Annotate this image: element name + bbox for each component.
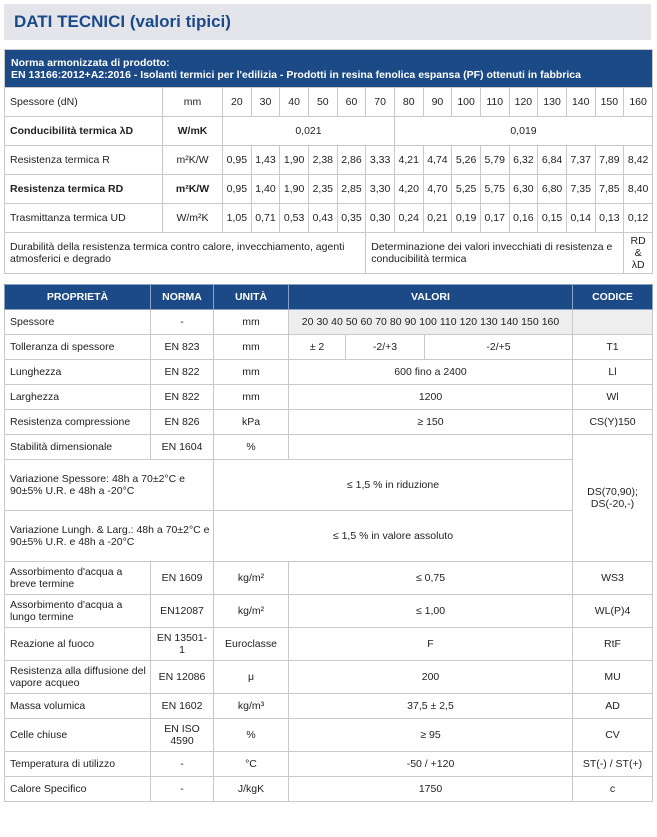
- value-cell: 7,85: [595, 175, 624, 204]
- prop-code: Wl: [573, 385, 653, 410]
- prop-norma: -: [151, 752, 214, 777]
- thickness-value: 120: [459, 316, 478, 328]
- prop-label: Reazione al fuoco: [5, 628, 151, 661]
- prop-value: 600 fino a 2400: [289, 360, 573, 385]
- thickness-value: 90: [404, 316, 417, 328]
- value-cell: 1,40: [251, 175, 280, 204]
- prop-unit: Euroclasse: [214, 628, 289, 661]
- thickness-value: 130: [480, 316, 498, 328]
- value-cell: 0,95: [223, 146, 252, 175]
- row-label: Spessore (dN): [5, 88, 163, 117]
- value-cell: 7,89: [595, 146, 624, 175]
- value-cell: 0,43: [308, 204, 337, 233]
- value-cell: 3,30: [366, 175, 395, 204]
- prop-code: MU: [573, 661, 653, 694]
- prop-label: Lunghezza: [5, 360, 151, 385]
- table-row: [5, 385, 653, 410]
- prop-value: 1200: [289, 385, 573, 410]
- prop-label: Calore Specifico: [5, 777, 151, 802]
- table-row: [5, 694, 653, 719]
- thickness-value: 160: [541, 316, 560, 328]
- value-cell: 2,38: [308, 146, 337, 175]
- prop-unit: μ: [214, 661, 289, 694]
- prop-value: 200: [289, 661, 573, 694]
- value-cell: 4,70: [423, 175, 452, 204]
- prop-value: F: [289, 628, 573, 661]
- value-cell: 0,21: [423, 204, 452, 233]
- value-cell: 3,33: [366, 146, 395, 175]
- prop-value: ≥ 150: [289, 410, 573, 435]
- prop-unit: J/kgK: [214, 777, 289, 802]
- row-label: Conducibilità termica λD: [5, 117, 163, 146]
- row-unit: W/mK: [163, 117, 223, 146]
- prop-code: c: [573, 777, 653, 802]
- thickness-value: 30: [316, 316, 329, 328]
- prop-code: WL(P)4: [573, 595, 653, 628]
- properties-table: [4, 284, 653, 802]
- value-cell: 4,20: [394, 175, 423, 204]
- value-cell: 0,95: [223, 175, 252, 204]
- value-cell: 0,14: [566, 204, 595, 233]
- value-cell: 0,53: [280, 204, 309, 233]
- row-label: Resistenza termica R: [5, 146, 163, 175]
- prop-unit: %: [214, 719, 289, 752]
- value-cell: 4,74: [423, 146, 452, 175]
- table-row: [5, 310, 653, 335]
- value-cell: 5,75: [480, 175, 509, 204]
- value-cell: 0,24: [394, 204, 423, 233]
- header-norma: NORMA: [151, 285, 214, 310]
- prop-label: Celle chiuse: [5, 719, 151, 752]
- thickness-cell: 60: [337, 88, 366, 117]
- prop-label: Temperatura di utilizzo: [5, 752, 151, 777]
- prop-unit: mm: [214, 310, 289, 335]
- table-row: [5, 435, 653, 460]
- thermal-data-table: [4, 49, 653, 274]
- value-cell: 6,32: [509, 146, 538, 175]
- prop-code: [573, 310, 653, 335]
- prop-label: Variazione Lungh. & Larg.: 48h a 70±2°C e 90±5% U.R. e 48h a -20°C: [5, 511, 214, 562]
- thickness-cell: 30: [251, 88, 280, 117]
- value-cell: 1,43: [251, 146, 280, 175]
- prop-label: Massa volumica: [5, 694, 151, 719]
- prop-label: Assorbimento d'acqua a breve termine: [5, 562, 151, 595]
- prop-label: Resistenza compressione: [5, 410, 151, 435]
- value-cell: 0,30: [366, 204, 395, 233]
- table-row: [5, 562, 653, 595]
- thickness-value: 40: [331, 316, 343, 328]
- table-row: [5, 719, 653, 752]
- thickness-cell: 50: [308, 88, 337, 117]
- prop-code: CS(Y)150: [573, 410, 653, 435]
- thickness-value: 50: [345, 316, 358, 328]
- table-row: [5, 204, 653, 233]
- value-cell: 0,19: [452, 204, 481, 233]
- thickness-value: 100: [419, 316, 437, 328]
- table-row: [5, 175, 653, 204]
- value-cell: 5,26: [452, 146, 481, 175]
- prop-norma: EN 13501-1: [151, 628, 214, 661]
- thickness-cell: 110: [480, 88, 509, 117]
- thickness-cell: 140: [566, 88, 595, 117]
- prop-norma: EN 826: [151, 410, 214, 435]
- table-row: [5, 410, 653, 435]
- tolerance-v3: -2/+5: [486, 341, 511, 353]
- prop-norma: EN 822: [151, 385, 214, 410]
- conductivity-group-1: 0,021: [223, 117, 395, 146]
- prop-unit: kPa: [214, 410, 289, 435]
- prop-value: ≤ 1,5 % in valore assoluto: [214, 511, 573, 562]
- thickness-value: 60: [360, 316, 373, 328]
- durability-note: Durabilità della resistenza termica contro calore, invecchiamento, agenti atmosferici e degrado: [5, 233, 366, 274]
- norm-header: [5, 50, 653, 88]
- value-cell: 8,42: [624, 146, 653, 175]
- prop-value: 1750: [289, 777, 573, 802]
- prop-label: Spessore: [5, 310, 151, 335]
- prop-norma: EN ISO 4590: [151, 719, 214, 752]
- norm-line2: EN 13166:2012+A2:2016 - Isolanti termici per l'edilizia - Prodotti in resina fenolica espansa (PF) ottenuti in fabbrica: [11, 68, 581, 81]
- table-row: [5, 595, 653, 628]
- value-cell: 0,12: [624, 204, 653, 233]
- thickness-cell: 90: [423, 88, 452, 117]
- prop-norma: EN 822: [151, 360, 214, 385]
- thickness-value: 110: [439, 316, 457, 328]
- prop-value: [289, 435, 573, 460]
- prop-code: ST(-) / ST(+): [573, 752, 653, 777]
- prop-unit: °C: [214, 752, 289, 777]
- value-cell: 0,16: [509, 204, 538, 233]
- page-title: DATI TECNICI (valori tipici): [14, 12, 231, 31]
- prop-label: Larghezza: [5, 385, 151, 410]
- thickness-cell: 70: [366, 88, 395, 117]
- value-cell: 0,71: [251, 204, 280, 233]
- prop-code: T1: [573, 335, 653, 360]
- value-cell: 1,90: [280, 146, 309, 175]
- norm-line1: Norma armonizzata di prodotto:: [11, 56, 170, 69]
- tolerance-v2: -2/+3: [346, 335, 425, 359]
- value-cell: 1,05: [223, 204, 252, 233]
- prop-unit: mm: [214, 385, 289, 410]
- prop-code: RtF: [573, 628, 653, 661]
- prop-code: WS3: [573, 562, 653, 595]
- prop-label: Assorbimento d'acqua a lungo termine: [5, 595, 151, 628]
- table-row: [5, 752, 653, 777]
- table-row: [5, 117, 653, 146]
- thickness-value: 20: [301, 316, 314, 328]
- value-cell: 6,80: [538, 175, 567, 204]
- prop-norma: -: [151, 777, 214, 802]
- value-cell: 4,21: [394, 146, 423, 175]
- value-cell: 6,84: [538, 146, 567, 175]
- value-cell: 2,35: [308, 175, 337, 204]
- prop-label: Variazione Spessore: 48h a 70±2°C e 90±5% U.R. e 48h a -20°C: [5, 460, 214, 511]
- table-row: [5, 511, 653, 562]
- prop-label: Resistenza alla diffusione del vapore acqueo: [5, 661, 151, 694]
- prop-code: DS(70,90); DS(-20,-): [573, 435, 653, 562]
- tolerance-v1: ± 2: [289, 335, 346, 359]
- prop-code: AD: [573, 694, 653, 719]
- table-row: [5, 233, 653, 274]
- value-cell: 5,79: [480, 146, 509, 175]
- value-cell: 7,35: [566, 175, 595, 204]
- prop-unit: mm: [214, 335, 289, 360]
- prop-value: -50 / +120: [289, 752, 573, 777]
- thickness-value: 80: [389, 316, 402, 328]
- prop-norma: -: [151, 310, 214, 335]
- value-cell: 2,86: [337, 146, 366, 175]
- prop-code: CV: [573, 719, 653, 752]
- prop-code: Ll: [573, 360, 653, 385]
- title-bar: [4, 4, 651, 40]
- thickness-cell: 20: [223, 88, 252, 117]
- prop-norma: EN 823: [151, 335, 214, 360]
- prop-unit: mm: [214, 360, 289, 385]
- aged-values-note: Determinazione dei valori invecchiati di resistenza e conducibilità termica: [366, 233, 624, 274]
- prop-label: Stabilità dimensionale: [5, 435, 151, 460]
- value-cell: 0,17: [480, 204, 509, 233]
- conductivity-group-2: 0,019: [394, 117, 652, 146]
- prop-value: ≤ 1,5 % in riduzione: [214, 460, 573, 511]
- header-proprieta: PROPRIETÀ: [5, 285, 151, 310]
- prop-value: ≥ 95: [289, 719, 573, 752]
- prop-unit: kg/m²: [214, 562, 289, 595]
- value-cell: 1,90: [280, 175, 309, 204]
- thickness-cell: 130: [538, 88, 567, 117]
- row-unit: mm: [163, 88, 223, 117]
- value-cell: 5,25: [452, 175, 481, 204]
- value-cell: 6,30: [509, 175, 538, 204]
- tolerance-values: [289, 335, 573, 360]
- table-row: [5, 777, 653, 802]
- prop-norma: EN 1602: [151, 694, 214, 719]
- thickness-cell: 160: [624, 88, 653, 117]
- prop-unit: %: [214, 435, 289, 460]
- thickness-value: 140: [500, 316, 519, 328]
- prop-unit: kg/m³: [214, 694, 289, 719]
- table-row: [5, 460, 653, 511]
- table-row: [5, 146, 653, 175]
- prop-norma: EN 1604: [151, 435, 214, 460]
- prop-label: Tolleranza di spessore: [5, 335, 151, 360]
- thickness-value: 150: [521, 316, 539, 328]
- thickness-value: 70: [375, 316, 387, 328]
- aged-values-symbols: RD & λD: [624, 233, 653, 274]
- prop-value: 37,5 ± 2,5: [289, 694, 573, 719]
- table-row: [5, 360, 653, 385]
- prop-value: ≤ 0,75: [289, 562, 573, 595]
- value-cell: 0,35: [337, 204, 366, 233]
- thickness-cell: 40: [280, 88, 309, 117]
- thickness-cell: 150: [595, 88, 624, 117]
- table-row: [5, 628, 653, 661]
- row-label: Resistenza termica RD: [5, 175, 163, 204]
- thickness-cell: 120: [509, 88, 538, 117]
- value-cell: 8,40: [624, 175, 653, 204]
- table-row: [5, 88, 653, 117]
- value-cell: 0,15: [538, 204, 567, 233]
- prop-value: ≤ 1,00: [289, 595, 573, 628]
- header-valori: VALORI: [289, 285, 573, 310]
- prop-norma: EN 12086: [151, 661, 214, 694]
- value-cell: 0,13: [595, 204, 624, 233]
- value-cell: 7,37: [566, 146, 595, 175]
- row-unit: W/m²K: [163, 204, 223, 233]
- table-row: [5, 661, 653, 694]
- thickness-cell: 80: [394, 88, 423, 117]
- row-unit: m²K/W: [163, 175, 223, 204]
- row-label: Trasmittanza termica UD: [5, 204, 163, 233]
- thickness-cell: 100: [452, 88, 481, 117]
- table-row: [5, 335, 653, 360]
- row-unit: m²K/W: [163, 146, 223, 175]
- thickness-values: [289, 310, 573, 335]
- prop-norma: EN12087: [151, 595, 214, 628]
- value-cell: 2,85: [337, 175, 366, 204]
- prop-unit: kg/m²: [214, 595, 289, 628]
- prop-norma: EN 1609: [151, 562, 214, 595]
- header-unita: UNITÀ: [214, 285, 289, 310]
- header-codice: CODICE: [573, 285, 653, 310]
